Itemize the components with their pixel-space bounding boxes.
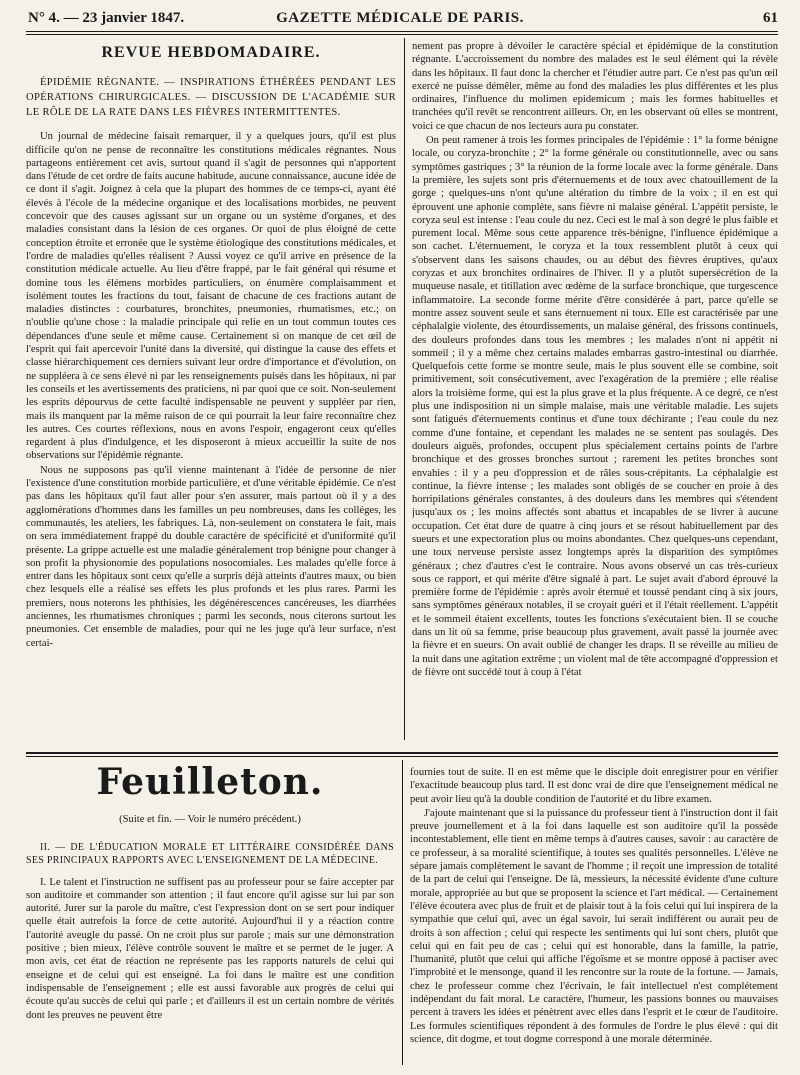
feuilleton-suite: (Suite et fin. — Voir le numéro précédent.) [119, 814, 301, 826]
journal-title: GAZETTE MÉDICALE DE PARIS. [276, 10, 524, 26]
feuilleton-section-heading: II. — DE L'ÉDUCATION MORALE ET LITTÉRAIRE CONSIDÉRÉE DANS SES PRINCIPAUX RAPPORTS AVEC L'ENSEIGNEMENT DE LA MÉDECINE. [26, 841, 394, 867]
feuilleton-paragraph: J'ajoute maintenant que si la puissance du professeur tient à l'instruction dont il fait preuve journellement et à la foi dans laquelle est son auditoire qu'il la possède incontestablement, elle tient en même temps à d'autres causes, savoir : au caractère de ce professeur, à sa moralité scientifique, à toutes ses qualités personnelles. L'élève ne sépare jamais complétement le savant de l'homme ; il reçoit une impression de totalité de la part de celui qui l'enseigne. De là, messieurs, la nécessité évidente d'une culture morale, appropriée au but que se proposent la science et l'art médical. — Certainement l'élève écoutera avec plus de fruit et de plaisir tout à la fois celui qui lui inspirera de la sympathie que celui qui, avec un égal savoir, lui serait indifférent ou aurait peu de droits à son affection ; celui qui respecte les sentiments qui lui sont chers, plutôt que celui qui en fait peu de cas ; celui qui est honorable, dans la famille, la patrie, l'humanité, plutôt que celui qui affiche l'égoïsme et se montre opposé à pactiser avec l'improbité et le mensonge, quand il les rencontre sur la route de la fortune. — Jamais, chez le professeur comme chez l'écrivain, le fait intellectuel n'est complétement indépendant du fait moral. Le caractère, l'humeur, les passions bonnes ou mauvaises percent à travers les idées et pénètrent avec elles dans l'esprit et le cœur de l'auditoire. Les formules scientifiques répondent à des formules de l'ordre le plus élevé : qui dit science, dit dogme, et tout dogme correspond à une morale déterminée. [410, 807, 778, 1045]
revue-topics: ÉPIDÉMIE RÉGNANTE. — INSPIRATIONS ÉTHÉRÉES PENDANT LES OPÉRATIONS CHIRURGICALES. — DISCUSSION DE L'ACADÉMIE SUR LE RÔLE DE LA RATE DANS LES FIÈVRES INTERMITTENTES. [26, 77, 396, 119]
header-rule-thin [26, 34, 778, 35]
page-number: 61 [763, 10, 778, 26]
feuilleton-title: Feuilleton. [96, 762, 324, 803]
revue-paragraph: Un journal de médecine faisait remarquer, il y a quelques jours, qu'il est plus difficile qu'on ne pense de reconnaître les constitutions médicales régnantes. Nous partageons entièrement cet avis, surtout quand il s'agit de personnes qui n'apportent dans l'étude de cet ordre de faits aucune habitude, aucune connaissance, aucune idée de ce dont il s'agit. Joignez à cela que la plupart des hommes de ce temps-ci, ayant été élevés à l'école de la médecine organique et des localisations morbides, ne peuvent concevoir que des causes agissant sur un organe ou un système d'organes, et des maladies consistant dans la lésion de ces organes. Or quoi de plus éloigné de cette conception étroite et erronée que le système étiologique des constitutions médicales, et l'ordre de maladies qu'elles réalisent ? Aussi voyez ce qu'il arrive en présence de la constitution médicale actuelle. Au lieu d'être frappé, par le fait général qui résume et domine tous les élémens morbides particuliers, on énumère complaisamment et isolément toutes les fractions du tout, faisant de chacune de ces fractions autant de maladies distinctes : courbatures, bronchites, pneumonies, rhumatismes, etc.; on n'oublie qu'une chose : la maladie principale qui relie en un tout commun toutes ces dépendances d'une seule et même cause. Certainement si on manque de cet œil de l'esprit qui fait apercevoir l'unité dans la diversité, qui distingue la cause des effets et classe hiérarchiquement ces derniers suivant leur ordre d'importance et d'évolution, on ne suppléera à ce sens élevé ni par les renseignements puisés dans les hôpitaux, ni par les conseils et les avertissements des praticiens, ni par quoi que ce soit. Non-seulement les esprits dépourvus de cette faculté indispensable ne peuvent y suppléer par rien, mais ils manquent par la même raison de ce qui pourrait la leur faire reconnaître chez les autres. Ces courtes réflexions, nous en avons l'espoir, engageront ceux qu'elles regardent à plus d'indulgence, et les disposeront à mieux accueillir la suite de nos observations sur l'épidémie régnante. [26, 131, 396, 462]
column-divider-top [404, 38, 405, 740]
issue-date: N° 4. — 23 janvier 1847. [28, 10, 185, 26]
revue-paragraph: Nous ne supposons pas qu'il vienne maintenant à l'idée de personne de nier l'existence d'une constitution morbide particulière, et d'une véritable épidémie. Ce n'est pas dans les hôpitaux qu'il faut aller pour s'en assurer, mais partout où il y a des agglomérations d'hommes dans les familles un peu nombreuses, dans les colléges, les communautés, les ateliers, les fabriques. Là, non-seulement on constatera le fait, mais on sera immédiatement frappé du double caractère de spécificité et d'uniformité qu'il présente. La grippe actuelle est une maladie généralement trop bénigne pour changer à son profit la physionomie des populations nosocomiales. Les malades qu'elle force à entrer dans les hôpitaux sont ceux qu'elle a surpris déjà atteints d'autres maux, ou bien chez lesquels elle a réalisé ses effets les plus profonds et les plus rares. Parmi les premiers, nous noterons les phthisies, les dégénérescences cancéreuses, les diarrhées anciennes, les rhumatismes chroniques ; parmi les seconds, nous citerons surtout les pneumonies. Cet ensemble de maladies, pour qui ne les juge qu'à leur surface, n'est certai- [26, 464, 396, 649]
revue-title: REVUE HEBDOMADAIRE. [101, 44, 321, 61]
revue-paragraph: nement pas propre à dévoiler le caractère spécial et épidémique de la constitution régnante. L'accroissement du nombre des malades est le seul élément qui la révèle dans les hôpitaux. Il faut donc la chercher et l'étudier autre part. Ce n'est pas qu'un œil exercé ne puisse démêler, même au fond des maladies les plus différentes et les plus ordinaires, l'influence du molimen epidemicum ; mais les formes habituelles et tranchées qu'il revêt se rencontrent ailleurs. Or, en les observant où elles se montrent, voici ce que chacun de nos lecteurs aura pu constater. [412, 41, 778, 132]
column-divider-bottom [402, 760, 403, 1065]
feuilleton-right-column [410, 766, 778, 1066]
feuilleton-paragraph: fournies tout de suite. Il en est même que le disciple doit enregistrer pour en vérifier l'exactitude beaucoup plus tard. Il est donc vrai de dire que l'enseignement médical ne peut avoir lieu qu'à la double condition de l'autorité et du libre examen. [410, 767, 778, 805]
feuilleton-rule [26, 752, 778, 754]
feuilleton-left-column [26, 762, 394, 1067]
header-rule [26, 31, 778, 32]
revue-left-column [26, 40, 396, 744]
revue-right-column [412, 40, 778, 744]
feuilleton-paragraph: I. Le talent et l'instruction ne suffisent pas au professeur pour se faire accepter par son auditoire et commander son attention ; il faut encore qu'il agisse sur lui par son autorité. Jurer sur la parole du maître, c'est l'expression dont on se sert pour indiquer quelle était autrefois la force de cette autorité. Aujourd'hui il y a réaction contre l'autorité aveugle du passé. On ne croit plus sur parole ; mais sur une démonstration positive ; bien mieux, l'élève contrôle souvent le maître et se permet de le juger. A mon avis, cet état de réaction ne représente pas les rapports naturels de celui qui enseigne et de celui qui est enseigné. La foi dans le maître est une condition indispensable de l'enseignement ; elle est aussi favorable aux progrès de celui qui écoute qu'au succès de celui qui parle ; et d'ailleurs il est un certain nombre de vérités dont les preuves ne peuvent être [26, 876, 394, 1021]
page-header [22, 8, 778, 30]
revue-paragraph: On peut ramener à trois les formes principales de l'épidémie : 1° la forme bénigne locale, ou coryza-bronchite ; 2° la forme générale ou constitutionnelle, avec ou sans symptômes gastriques ; 3° la réunion de la forme locale avec la forme générale. Dans la première, les sujets sont pris d'éternuements et de toux avec chatouillement de la gorge ; quelques-uns n'ont qu'une altération du timbre de la voix ; il en est qui éprouvent une aphonie complète, sans fièvre ni malaise général. L'appétit persiste, le coryza seul est intense : l'eau coule du nez. Ceci est le mal à son degré le plus faible et purement local. Même sous cette apparence très-bénigne, l'influence épidémique a son cachet. L'éternuement, le coryza et la toux ressemblent plutôt à ceux qui s'observent dans les saisons chaudes, ou au début des fièvres éruptives, qu'aux coryzas et aux bronchites ordinaires de l'hiver. Il y a plutôt supersécrétion de la muqueuse nasale, et titillation avec œdème de la surface bronchique, que turgescence inflammatoire. La seconde forme mérite d'être considérée à part, parce qu'elle se montre assez souvent seule et sans éternuement ni toux. Elle est caractérisée par une céphalalgie violente, des étourdissements, un malaise général, des frissons continuels, des douleurs profondes dans tous les membres ; les malades n'ont ni appétit ni sommeil ; il y a même chez certains malades embarras gastro-intestinal ou diarrhée. Quelquefois cette forme se montre seule, mais le plus souvent elle se combine, soit primitivement, soit consécutivement, avec l'exagération de la première ; elle réalise alors la troisième forme, qui est la plus grave et la plus fréquente. A ce degré, ce n'est plus une indisposition ni un simple malaise, mais une véritable maladie. Les sujets sont fatigués d'éternuements continus et d'une toux déchirante ; l'eau coule du nez comme d'une fontaine, et cependant les malades ne se sentent pas soulagés. Des douleurs aiguës, profondes, occupent plus spécialement certains points de l'arbre bronchique et des grosses bronches surtout ; rarement les petites bronches sont envahies : il y a peu d'oppression et de râles sous-crépitants. La céphalalgie est continue, la fièvre intense ; les malades sont obligés de se coucher en proie à des horripilations générales constantes, à des douleurs dans les membres qui s'étendent jusqu'aux os ; les moins affectés sont abattus et incapables de se livrer à aucune occupation. Cet état dure de quatre à cinq jours et se résout habituellement par des sueurs et une expectoration plus ou moins abondantes. Chez quelques-uns cependant, une toux nerveuse persiste assez longtemps après la disparition des symptômes généraux ; chez d'autres c'est le contraire. Nous avons observé un cas très-curieux sous ce rapport, et qui mérite d'être signalé à part. Le sujet avait d'abord éprouvé la première forme de l'épidémie : après avoir éternué et toussé pendant cinq à six jours, sans symptômes généraux notables, il se croyait guéri et il l'était réellement. L'appétit et le sommeil étaient excellents, toutes les fonctions s'exécutaient bien. Il se couche dans un lit où sa femme, prise beaucoup plus gravement, avait passé la journée avec la fièvre et en sueurs. On avait oublié de changer les draps. Il se réveille au milieu de la nuit dans une agitation extrême ; un violent mal de tête accompagné d'oppression et de fièvre ont succédé tout à coup à l'état [412, 135, 778, 678]
feuilleton-rule-thin [26, 756, 778, 757]
